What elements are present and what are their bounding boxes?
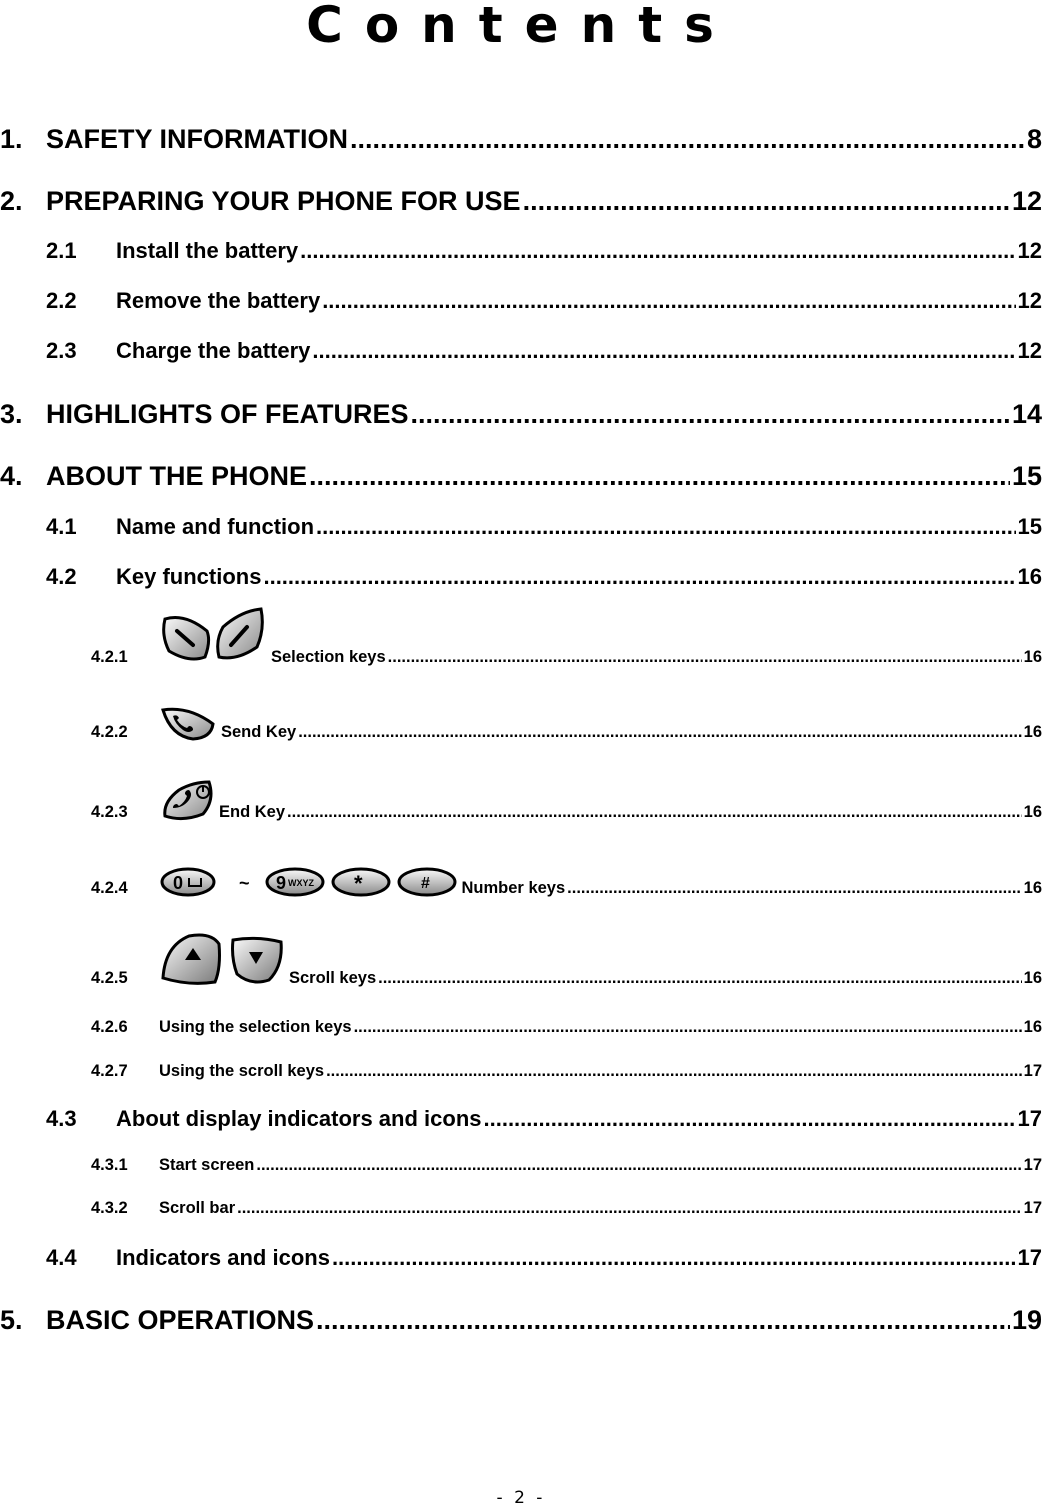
- toc-page: 17: [1017, 1106, 1042, 1131]
- toc-label: Name and function: [116, 514, 315, 539]
- toc-leader: [332, 1245, 1016, 1271]
- toc-page: 12: [1017, 338, 1042, 363]
- toc-entry[interactable]: [0, 458, 1042, 492]
- toc-label: Start screen: [159, 1156, 255, 1174]
- toc-number: 4.2: [46, 564, 77, 589]
- toc-leader: [354, 1018, 1022, 1037]
- toc-entry[interactable]: [0, 1153, 1042, 1175]
- toc-page: 17: [1017, 1245, 1042, 1270]
- toc-number: 1.: [0, 124, 23, 154]
- toc-number: 4.2.6: [91, 1018, 128, 1036]
- toc-label: Using the scroll keys: [159, 1062, 325, 1080]
- toc-leader: [287, 803, 1022, 822]
- toc-number: 2.1: [46, 238, 77, 263]
- toc-page: 17: [1023, 1156, 1042, 1174]
- toc-label: Number keys: [461, 879, 566, 897]
- end-key-icon: [159, 778, 215, 822]
- toc-leader: [316, 1305, 1010, 1336]
- toc-leader: [300, 238, 1015, 264]
- toc-label: Remove the battery: [116, 288, 321, 313]
- toc-page: 12: [1011, 186, 1042, 216]
- toc-entry[interactable]: [0, 1104, 1042, 1132]
- toc-page: 15: [1011, 461, 1042, 491]
- toc-leader: [484, 1106, 1016, 1132]
- toc-page: 17: [1023, 1062, 1042, 1080]
- svg-text:9: 9: [275, 873, 286, 893]
- toc-leader: [322, 288, 1015, 314]
- toc-number: 2.: [0, 186, 23, 216]
- toc-page: 19: [1011, 1305, 1042, 1335]
- page-number: - 2 -: [496, 1488, 546, 1508]
- toc-label: Indicators and icons: [116, 1245, 330, 1270]
- toc-entry[interactable]: [0, 871, 1042, 898]
- toc-number: 4.: [0, 461, 23, 491]
- toc-entry[interactable]: [0, 720, 1042, 742]
- toc-label: Using the selection keys: [159, 1018, 352, 1036]
- toc-label: Key functions: [116, 564, 262, 589]
- toc-number: 4.3.2: [91, 1199, 128, 1217]
- scroll-down-key-icon: [229, 934, 285, 988]
- toc-entry[interactable]: [0, 1015, 1042, 1037]
- toc-entry[interactable]: [0, 1196, 1042, 1218]
- toc-entry[interactable]: [0, 645, 1042, 667]
- toc-entry[interactable]: [0, 562, 1042, 590]
- toc-entry[interactable]: [0, 966, 1042, 988]
- toc-leader: [326, 1062, 1022, 1081]
- toc-page: 16: [1023, 723, 1042, 741]
- toc-entry[interactable]: [0, 1059, 1042, 1081]
- toc-leader: [309, 461, 1010, 492]
- toc-label: End Key: [219, 803, 286, 821]
- right-soft-key-icon: [213, 605, 267, 667]
- toc-entry[interactable]: [0, 183, 1042, 217]
- toc-page: 16: [1023, 803, 1042, 821]
- toc-leader: [256, 1156, 1021, 1175]
- toc-page: 16: [1023, 969, 1042, 987]
- toc-page: 16: [1023, 648, 1042, 666]
- toc-label: ABOUT THE PHONE: [46, 461, 308, 491]
- toc-leader: [523, 186, 1010, 217]
- svg-text:WXYZ: WXYZ: [287, 878, 314, 888]
- toc-leader: [263, 564, 1015, 590]
- toc-entry[interactable]: [0, 1243, 1042, 1271]
- toc-label: HIGHLIGHTS OF FEATURES: [46, 399, 409, 429]
- send-key-icon: [159, 704, 217, 742]
- toc-page: 12: [1017, 238, 1042, 263]
- toc-leader: [298, 723, 1021, 742]
- toc-number: 4.2.1: [91, 648, 128, 666]
- toc-number: 4.4: [46, 1245, 77, 1270]
- toc-number: 4.3.1: [91, 1156, 128, 1174]
- star-key-icon: [330, 866, 392, 898]
- toc-page: 15: [1017, 514, 1042, 539]
- toc-number: 4.2.2: [91, 723, 128, 741]
- toc-label: PREPARING YOUR PHONE FOR USE: [46, 186, 521, 216]
- range-tilde: ~: [239, 873, 250, 893]
- toc-page: 14: [1011, 399, 1042, 429]
- toc-number: 4.2.7: [91, 1062, 128, 1080]
- left-soft-key-icon: [159, 611, 213, 667]
- toc-leader: [316, 514, 1016, 540]
- toc-number: 4.2.5: [91, 969, 128, 987]
- toc-number: 4.2.4: [91, 879, 128, 897]
- toc-label: SAFETY INFORMATION: [46, 124, 348, 154]
- toc-label: Scroll keys: [289, 969, 377, 987]
- svg-text:0: 0: [173, 873, 184, 893]
- toc-number: 3.: [0, 399, 23, 429]
- zero-key-icon: [159, 866, 217, 898]
- toc-leader: [388, 648, 1022, 667]
- hash-key-icon: [396, 866, 458, 898]
- toc-entry[interactable]: [0, 236, 1042, 264]
- toc-leader: [237, 1199, 1022, 1218]
- toc-label: Scroll bar: [159, 1199, 236, 1217]
- scroll-up-key-icon: [159, 930, 223, 988]
- toc-leader: [312, 338, 1015, 364]
- toc-label: About display indicators and icons: [116, 1106, 482, 1131]
- toc-leader: [350, 124, 1025, 155]
- toc-page: 12: [1017, 288, 1042, 313]
- svg-text:#: #: [420, 875, 430, 892]
- toc-entry[interactable]: [0, 121, 1042, 155]
- svg-text:*: *: [353, 871, 363, 896]
- toc-page: 17: [1023, 1199, 1042, 1217]
- toc-entry[interactable]: [0, 1302, 1042, 1336]
- toc-number: 4.1: [46, 514, 77, 539]
- toc-entry[interactable]: [0, 396, 1042, 430]
- toc-number: 4.3: [46, 1106, 77, 1131]
- toc-number: 2.3: [46, 338, 77, 363]
- toc-entry[interactable]: [0, 800, 1042, 822]
- toc-label: Charge the battery: [116, 338, 311, 363]
- nine-key-icon: [264, 866, 326, 898]
- toc-label: Selection keys: [271, 648, 386, 666]
- toc-entry[interactable]: [0, 336, 1042, 364]
- toc-page: 16: [1023, 1018, 1042, 1036]
- toc-page: 16: [1023, 879, 1042, 897]
- toc-number: 4.2.3: [91, 803, 128, 821]
- toc-entry[interactable]: [0, 286, 1042, 314]
- toc-page: 16: [1017, 564, 1042, 589]
- toc-leader: [411, 399, 1010, 430]
- toc-label: Send Key: [221, 723, 297, 741]
- toc-page: 8: [1026, 124, 1042, 154]
- toc-number: 2.2: [46, 288, 77, 313]
- toc-leader: [567, 879, 1021, 898]
- toc-number: 5.: [0, 1305, 23, 1335]
- page-title: Contents: [306, 0, 736, 54]
- toc-label: BASIC OPERATIONS: [46, 1305, 315, 1335]
- toc-entry[interactable]: [0, 512, 1042, 540]
- toc-leader: [378, 969, 1022, 988]
- toc-label: Install the battery: [116, 238, 299, 263]
